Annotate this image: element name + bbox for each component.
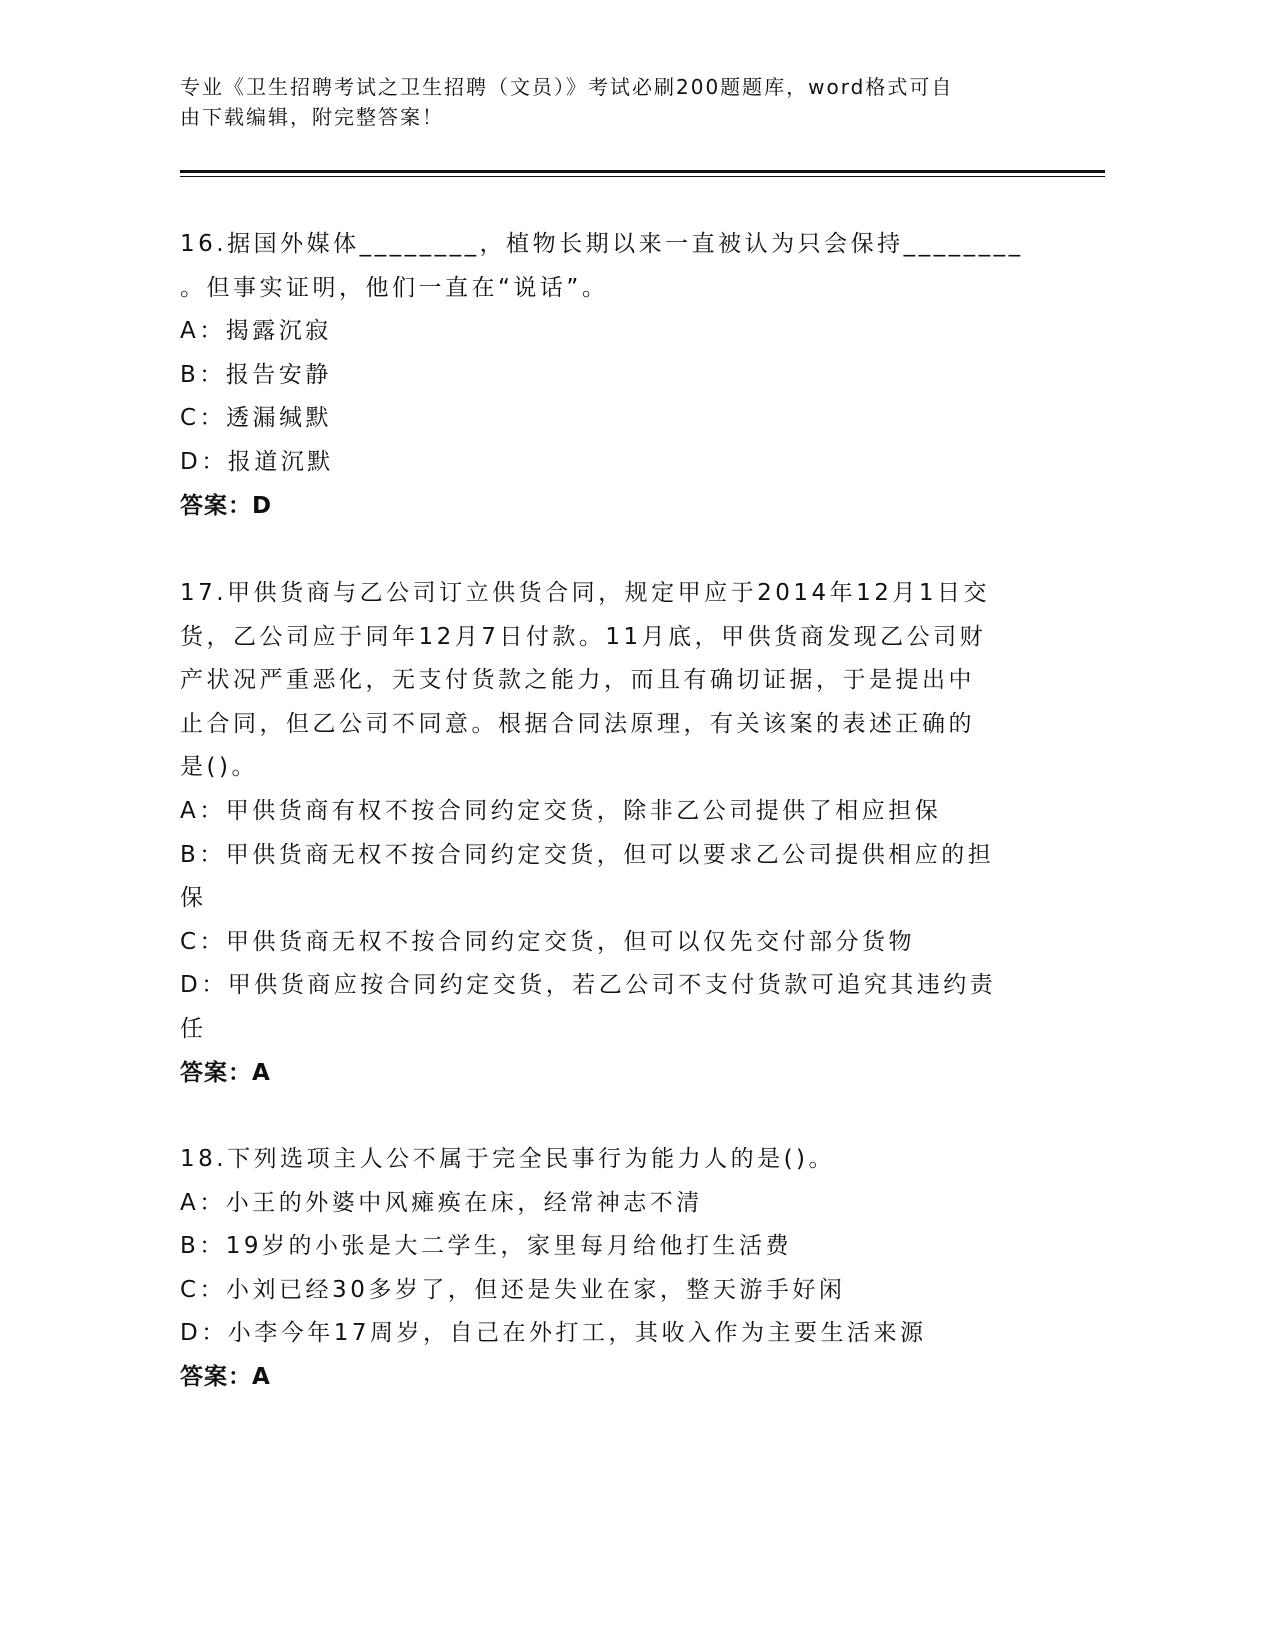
question-16 [180,223,1024,528]
answer-option: C：小刘已经30多岁了，但还是失业在家，整天游手好闲 [180,1276,846,1303]
answer-option: 保 [180,885,207,912]
answer-option: A：甲供货商有权不按合同约定交货，除非乙公司提供了相应担保 [180,797,942,824]
answer-key: 答案：D [180,492,273,519]
header-line: 由下载编辑，附完整答案！ [180,105,444,129]
answer-option: B：甲供货商无权不按合同约定交货，但可以要求乙公司提供相应的担 [180,841,995,868]
answer-option: 任 [180,1015,207,1042]
question-stem: 18.下列选项主人公不属于完全民事行为能力人的是()。 [180,1146,836,1172]
question-17 [180,572,996,1095]
header-divider [180,176,1105,177]
answer-option: C：透漏缄默 [180,405,333,432]
question-18 [180,1138,926,1400]
answer-option: A：揭露沉寂 [180,318,332,345]
question-stem: 止合同，但乙公司不同意。根据合同法原理，有关该案的表述正确的 [180,710,975,737]
header-line: 专业《卫生招聘考试之卫生招聘（文员）》考试必刷200题题库，word格式可自 [180,75,954,99]
answer-option: B：19岁的小张是大二学生，家里每月给他打生活费 [180,1233,793,1260]
answer-option: A：小王的外婆中风瘫痪在床，经常神志不清 [180,1189,703,1216]
question-stem: 17.甲供货商与乙公司订立供货合同，规定甲应于2014年12月1日交 [180,580,991,606]
question-stem: 货，乙公司应于同年12月7日付款。11月底，甲供货商发现乙公司财 [180,623,987,650]
question-stem: 16.据国外媒体________，植物长期以来一直被认为只会保持________ [180,231,1024,257]
answer-option: B：报告安静 [180,361,332,388]
answer-option: D：甲供货商应按合同约定交货，若乙公司不支付货款可追究其违约责 [180,972,997,999]
answer-key: 答案：A [180,1059,271,1086]
header-divider [180,170,1105,173]
answer-option: D：报道沉默 [180,448,334,475]
document-header [180,72,953,132]
question-stem: 是()。 [180,754,258,781]
answer-option: C：甲供货商无权不按合同约定交货，但可以仅先交付部分货物 [180,928,916,955]
question-stem: 产状况严重恶化，无支付货款之能力，而且有确切证据，于是提出中 [180,667,975,694]
answer-key: 答案：A [180,1363,271,1390]
question-stem: 。但事实证明，他们一直在“说话”。 [180,274,609,301]
answer-option: D：小李今年17周岁，自己在外打工，其收入作为主要生活来源 [180,1320,927,1347]
